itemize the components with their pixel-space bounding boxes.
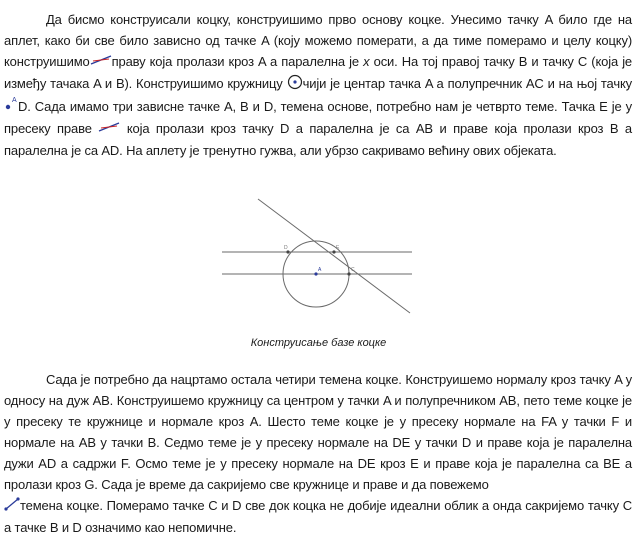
- label-c: C: [351, 267, 355, 273]
- label-d: D: [284, 245, 288, 251]
- parallel-line-tool-icon-2: [98, 119, 120, 140]
- paragraph-cube-vertices: Сада је потребно да нацртамо остала четири темена коцке. Конструишемо нормалу кроз тачку A у односу на дуж AB. Конструишемо кружницу са центром у тачки A и полупречником AB, пето теме коцке је у пресеку те кружнице и нормале кроз A. Шесто теме коцке је у пресеку нормале на FA у тачки F и нормале на AB у тачки B. Седмо теме је у пресеку нормале на DE у тачки D и праве која је паралелна дужи AD а садржи F. Осмо теме је у пресеку нормале на DE кроз E и праве која је паралелна са BE а пролази кроз G. Сада је време да сакријемо све кружнице и праве и да повежемо темена коцке. Померамо тачке C и D све док коцка не добије идеални облик а онда сакријемо тачку C а тачке B и D означимо као непомичне.: [4, 372, 632, 536]
- parallel-line-tool-icon: [90, 52, 112, 73]
- paragraph-base-construction: Да бисмо конструисали коцку, конструишимо прво основу коцке. Унесимо тачку A било где на аплет, како би све било зависно од тачке A (коју можемо померати, а да тиме померамо и целу коцку) конструишимо праву која пролази кроз A а паралелна је x оси. На тој правој тачку B и тачку C (која је између тачака A и B). Конструишимо кружницу чији је центар тачка A а полупречник AC и на њој тачку A D. Сада имамо три зависне тачке A, B и D, темена основе, потребно нам је четврто теме. Тачка E је у пресеку праве која пролази кроз тачку D а паралелна је са AB и праве која пролази кроз B а паралелна је са AD. На аплету је тренутно гужва, али убрзо сакривамо већину ових објеката.: [4, 12, 633, 159]
- point-on-object-tool-icon: [4, 96, 18, 118]
- figure-caption: Конструисање базе коцке: [250, 337, 387, 349]
- line-be: [258, 199, 410, 313]
- label-e: E: [336, 245, 340, 251]
- circle-tool-icon: [287, 74, 303, 96]
- segment-tool-icon: [4, 496, 20, 517]
- svg-text:A: A: [12, 97, 17, 105]
- construction-diagram: [220, 194, 416, 316]
- label-a: A: [318, 267, 322, 273]
